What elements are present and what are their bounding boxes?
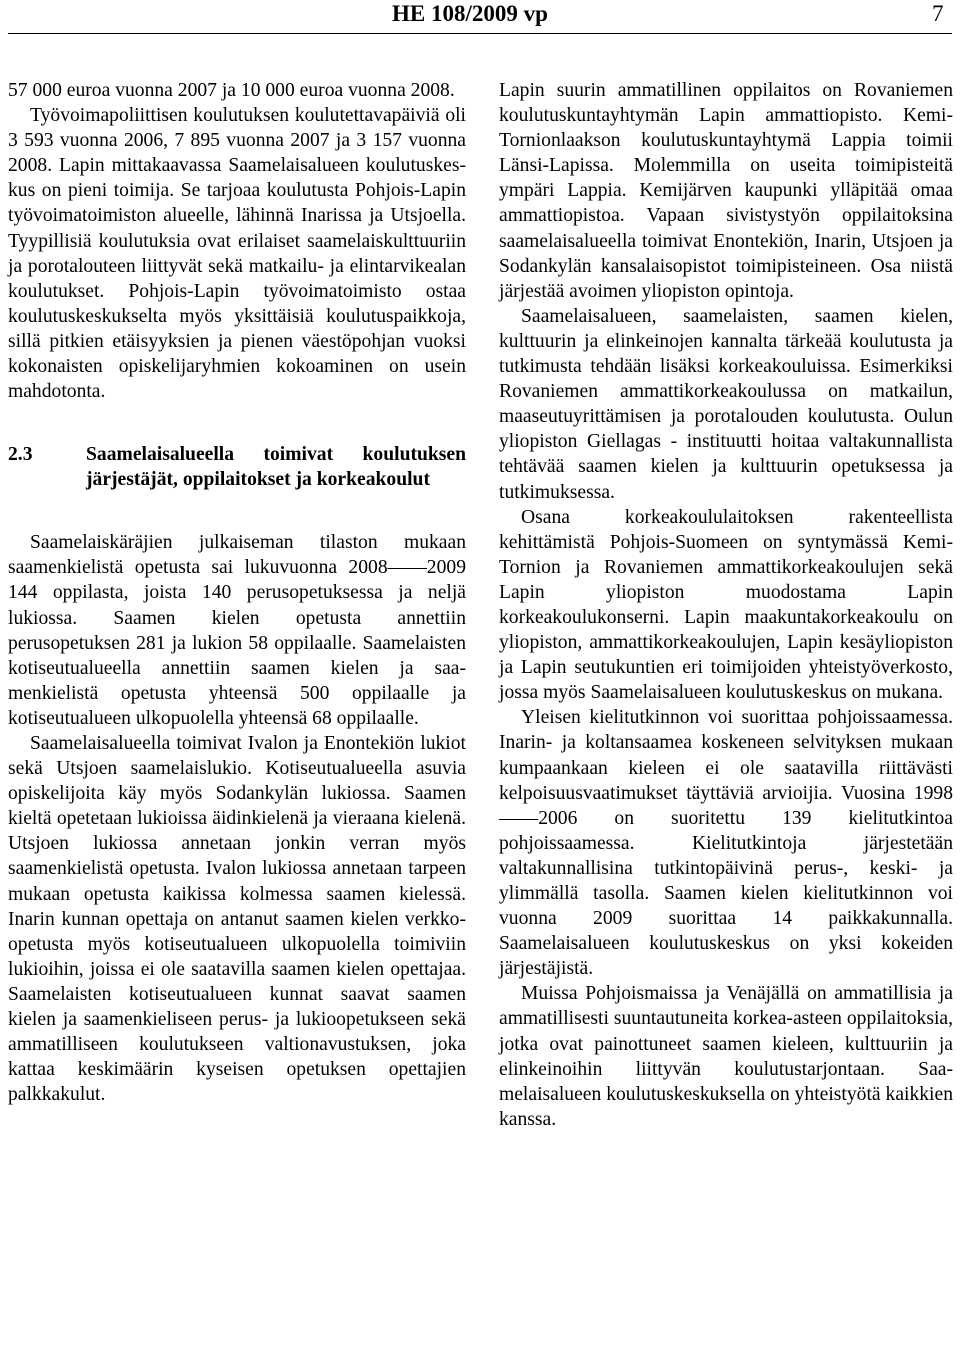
paragraph: Saamelaisalueella toimivat Ivalon ja Enontekiön lukiot sekä Utsjoen saamelaislukio. Kotiseutualueella asuvia opiskelijoita käy myös Sodankylän lukiossa. Saamen kieltä opetetaan lukioissa äidinkielenä ja vieraana kielenä. Utsjoen lukiossa annetaan jonkin verran myös saamenkielistä opetusta. Ivalon lukiossa annetaan tarpeen mukaan opetusta kaikissa kolmessa saamen kielessä. Inarin kunnan opettaja on antanut saamen kielen verkko-opetusta myös kotiseutualueen ulkopuolella toimiviin lukioihin, joissa ei ole saatavilla saamen kielen opettajaa. Saamelaisten kotiseutualueen kunnat saavat saamen kielen ja saamenkieliseen perus- ja lukioopetukseen sekä ammatilliseen koulutukseen valtionavustuksen, joka kattaa keskimäärin kyseisen opetuksen opettajien palkkakulut. [8,732,466,1106]
paragraph: Saamelaisalueen, saamelaisten, saamen kielen, kulttuurin ja elinkeinojen kannalta tärkeää koulutusta ja tutkimusta tehdään lisäksi korkeakouluissa. Esimerkiksi Rovaniemen ammattikorkeakoulussa on matkailun, maaseutuyrittämisen ja porotalouden koulutusta. Oulun yliopiston Giellagas - instituutti hoitaa valtakunnallista tehtävää saamen kielen ja kulttuurin opetuksessa ja tutkimuksessa. [499,305,953,503]
section-heading [8,442,466,492]
paragraph: 57 000 euroa vuonna 2007 ja 10 000 euroa vuonna 2008. [8,80,455,101]
header-rule [8,33,952,34]
paragraph: Lapin suurin ammatillinen oppilaitos on Rovaniemen koulutuskuntayhtymän Lapin ammattiopisto. Kemi-Tornionlaakson koulutuskuntayhtymä Lappia toimii Länsi-Lapissa. Molemmilla on useita toimipisteitä ympäri Lappia. Kemijärven kaupunki ylläpitää omaa ammattiopistoa. Vapaan sivistystyön oppilaitoksina saamelaisalueella toimivat Enontekiön, Inarin, Utsjoen ja Sodankylän kansalaisopistot toimipisteineen. Osa niistä järjestää avoimen yliopiston opintoja. [499,80,953,302]
left-column [8,78,466,1107]
section-number: 2.3 [8,444,33,466]
paragraph: Työvoimapoliittisen koulutuksen koulutettavapäiviä oli 3 593 vuonna 2006, 7 895 vuonna 2007 ja 3 157 vuonna 2008. Lapin mittakaavassa Saamelaisalueen koulutuskeskus on pieni toimija. Se tarjoaa koulutusta Pohjois-Lapin työvoimatoimiston alueelle, lähinnä Inarissa ja Utsjoella. Tyypillisiä koulutuksia ovat erilaiset saamelaiskulttuuriin ja porotalouteen liittyvät sekä matkailu- ja elintarvikealan koulutukset. Pohjois-Lapin työvoimatoimisto ostaa koulutuskeskukselta myös yksittäisiä koulutuspaikkoja, sillä pitkien etäisyyksien ja pienen väestöpohjan vuoksi kokonaisten opiskelijaryhmien kokoaminen on usein mahdotonta. [8,105,466,403]
section-title: Saamelaisalueella toimivat koulutuksen järjestäjät, oppilaitokset ja korkeakoulut [86,444,466,491]
paragraph: Yleisen kielitutkinnon voi suorittaa pohjoissaamessa. Inarin- ja koltansaamea koskeneen selvityksen mukaan kumpaankaan kieleen ei ole saatavilla riittävästi kelpoisuusvaatimukset täyttäviä arvioijia. Vuosina 1998——2006 on suoritettu 139 kielitutkintoa pohjoissaamessa. Kielitutkintoja järjestetään valtakunnallisina tutkintopäivinä perus-, keski- ja ylimmällä tasolla. Saamen kielen kielitutkinnon voi vuonna 2009 suorittaa 14 paikkakunnalla. Saamelaisalueen koulutuskeskus on yksi kokeiden järjestäjistä. [499,707,953,980]
paragraph: Osana korkeakoululaitoksen rakenteellista kehittämistä Pohjois-Suomeen on syntymässä Kemi-Tornion ja Rovaniemen ammattikorkeakoulujen sekä Lapin yliopiston muodostama Lapin korkeakoulukonserni. Lapin maakuntakorkeakoulu on yliopiston, ammattikorkeakoulujen, Lapin kesäyliopiston ja Lapin seutukuntien eri toimijoiden yhteistyöverkosto, jossa myös Saamelaisalueen koulutuskeskus on mukana. [499,506,953,704]
document-id: HE 108/2009 vp [392,1,548,26]
page-header [0,0,960,36]
page-number: 7 [932,1,944,26]
paragraph: Saamelaiskäräjien julkaiseman tilaston mukaan saamenkielistä opetusta sai lukuvuonna 2008——2009 144 oppilasta, joista 140 perusopetuksessa ja neljä lukiossa. Saamen kielen opetusta annettiin perusopetuksen 281 ja lukion 58 oppilaalle. Saamelaisten kotiseutualueella annettiin saamen kielen ja saamenkielistä opetusta yhteensä 500 oppilaalle ja kotiseutualueen ulkopuolella yhteensä 68 oppilaalle. [8,532,466,729]
paragraph: Muissa Pohjoismaissa ja Venäjällä on ammatillisia ja ammatillisesti suuntautuneita korkea-asteen oppilaitoksia, jotka ovat painottuneet saamen kieleen, kulttuuriin ja elinkeinoihin liittyvän koulutustarjontaan. Saamelaisalueen koulutuskeskuksella on yhteistyötä kaikkien kanssa. [499,983,953,1130]
right-column [499,78,953,1132]
